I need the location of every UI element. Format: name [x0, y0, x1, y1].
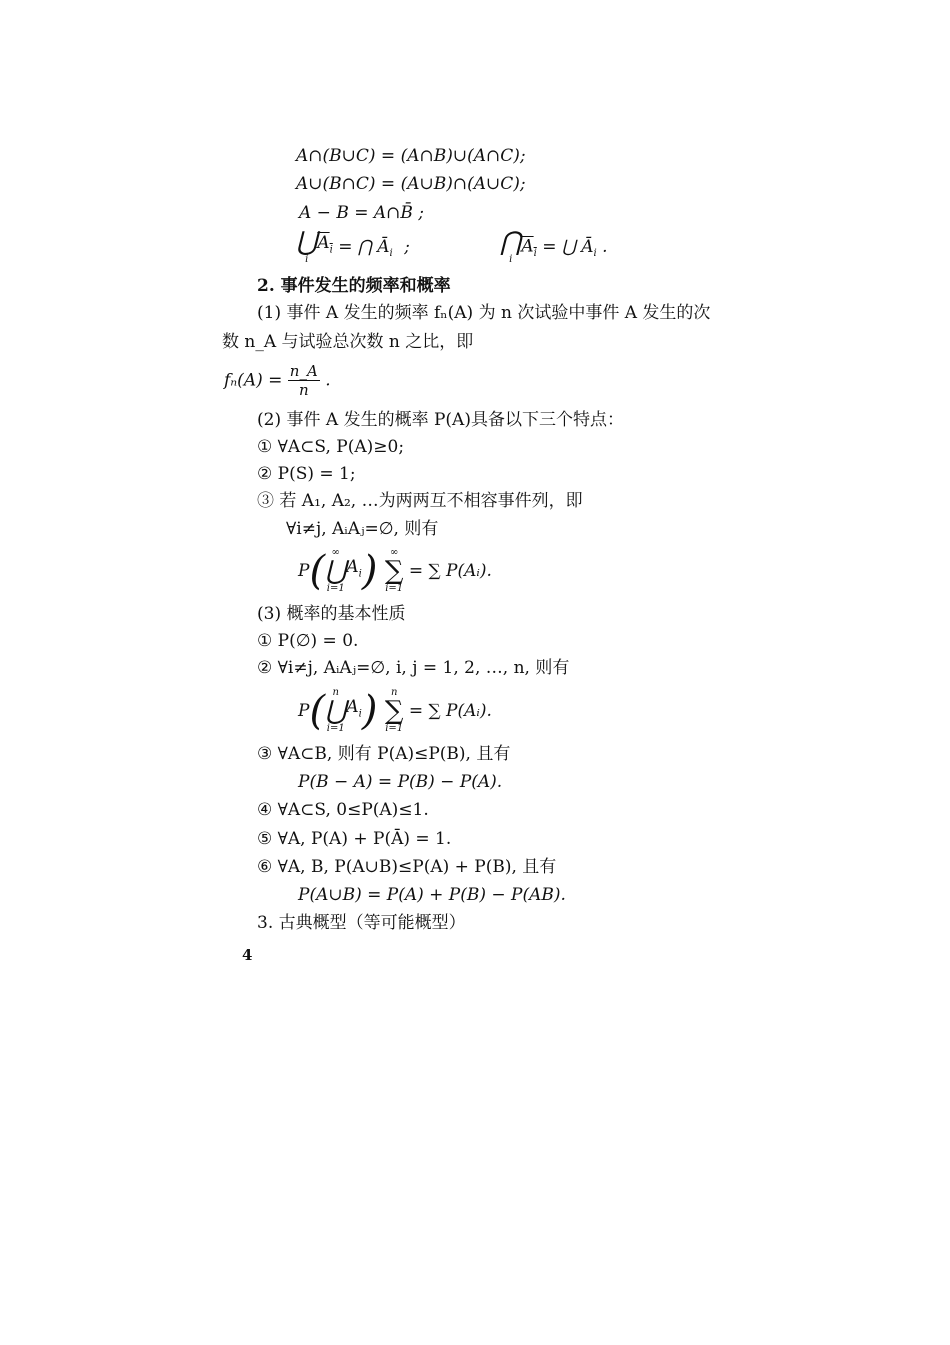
de-morgan-law-1: ⋃ i $A_i$ = ⋂ $Ā_i$ ;	[296, 227, 410, 265]
item-3-a: ① P(∅) = 0.	[257, 631, 359, 651]
difference-law: A − B = A∩B̄ ;	[299, 203, 425, 223]
item-2-a: ① ∀A⊂S, P(A)≥0;	[257, 437, 405, 457]
de-morgan-1-separator: ;	[404, 237, 410, 257]
item-3-d: ④ ∀A⊂S, 0≤P(A)≤1.	[257, 800, 429, 820]
distributive-law-2: A∪(B∩C) = (A∪B)∩(A∪C);	[296, 174, 526, 194]
distributive-law-1: A∩(B∪C) = (A∩B)∪(A∩C);	[296, 146, 526, 166]
item-3: (3) 概率的基本性质	[257, 604, 406, 624]
finite-additivity-rhs: = ∑ P(Aᵢ).	[408, 701, 492, 721]
item-2-c-condition: ∀i≠j, AᵢAⱼ=∅, 则有	[286, 519, 439, 539]
item-2-c: ③ 若 A₁, A₂, …为两两互不相容事件列，即	[257, 491, 583, 511]
item-3-e: ⑤ ∀A, P(A) + P(Ā) = 1.	[257, 829, 452, 849]
section-2-heading: 2. 事件发生的频率和概率	[257, 276, 451, 296]
frequency-end: .	[325, 370, 331, 391]
countable-sum-operator: ∞ ∑ i=1	[384, 547, 404, 594]
item-2: (2) 事件 A 发生的概率 P(A)具备以下三个特点：	[257, 410, 624, 430]
de-morgan-2-lhs: ⋂ i $A_i$	[500, 227, 537, 265]
section-3-heading: 3. 古典概型（等可能概型）	[257, 913, 466, 933]
de-morgan-1-lhs: $A_i$	[317, 233, 333, 256]
countable-additivity-rhs: = ∑ P(Aᵢ).	[408, 561, 492, 581]
item-3-c-formula: P(B − A) = P(B) − P(A).	[298, 772, 503, 792]
finite-sum-operator: n ∑ i=1	[384, 687, 404, 734]
frequency-denominator: n	[298, 381, 309, 399]
finite-union-operator: n ⋃ i=1	[325, 687, 347, 734]
finite-additivity-formula: P( n ⋃ i=1 $A_i$) n ∑ i=1 = ∑ P(Aᵢ).	[298, 687, 492, 734]
countable-additivity-formula: P( ∞ ⋃ i=1 $A_i$) ∞ ∑ i=1 = ∑ P(Aᵢ).	[298, 547, 492, 594]
intersection-operator: ⋂ i	[500, 227, 522, 265]
frequency-numerator: n_A	[289, 362, 318, 380]
de-morgan-law-2: ⋂ i $A_i$ = ⋃ $Ā_i$ .	[500, 227, 608, 265]
countable-union-operator: ∞ ⋃ i=1	[325, 547, 347, 594]
de-morgan-2-rhs: = ⋃ Ā	[542, 237, 594, 257]
frequency-fraction	[288, 362, 320, 399]
item-3-b: ② ∀i≠j, AᵢAⱼ=∅, i, j = 1, 2, …, n, 则有	[257, 658, 570, 678]
item-1-line-2: 数 n_A 与试验总次数 n 之比，即	[222, 332, 474, 352]
item-2-b: ② P(S) = 1;	[257, 464, 356, 484]
item-3-c: ③ ∀A⊂B, 则有 P(A)≤P(B), 且有	[257, 744, 511, 764]
frequency-lhs: fₙ(A) =	[224, 370, 283, 391]
page-number: 4	[242, 946, 253, 964]
item-3-f: ⑥ ∀A, B, P(A∪B)≤P(A) + P(B), 且有	[257, 857, 557, 877]
item-3-f-formula: P(A∪B) = P(A) + P(B) − P(AB).	[298, 885, 566, 905]
union-operator: ⋃ i	[296, 227, 318, 265]
de-morgan-2-end: .	[602, 237, 608, 257]
item-1-line-1: (1) 事件 A 发生的频率 fₙ(A) 为 n 次试验中事件 A 发生的次	[257, 303, 711, 323]
de-morgan-1-rhs: = ⋂ Ā	[338, 237, 390, 257]
frequency-formula	[224, 362, 331, 399]
